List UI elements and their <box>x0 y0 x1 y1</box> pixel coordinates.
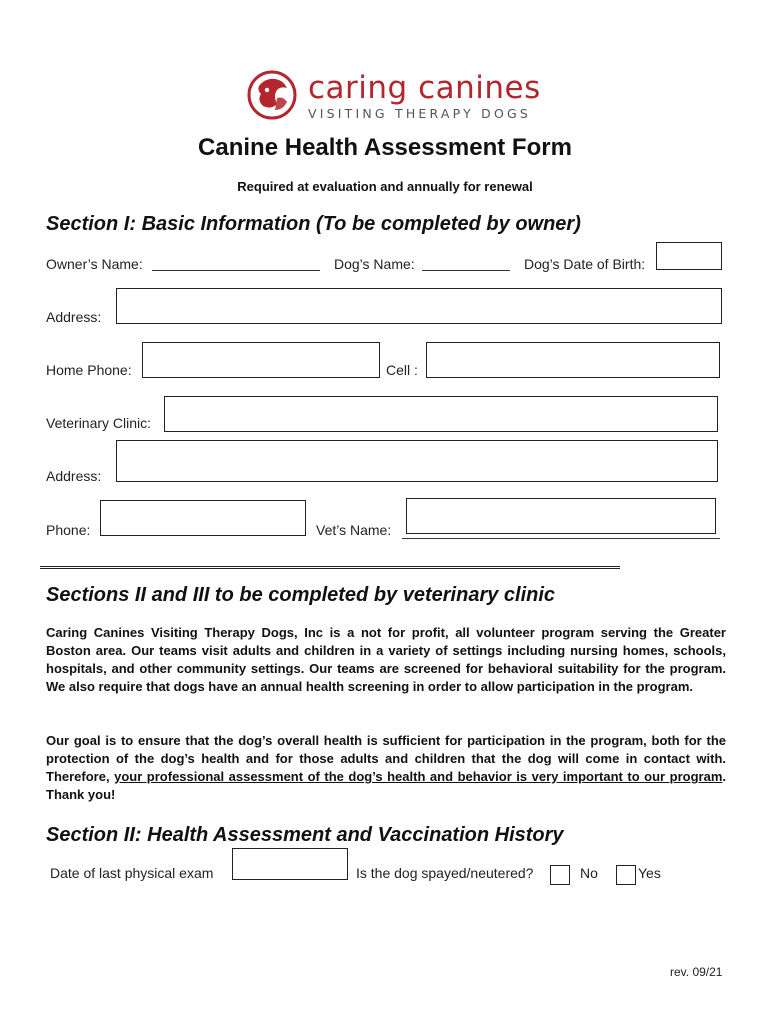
dog-dob-field[interactable] <box>656 242 722 270</box>
vet-name-field[interactable] <box>406 498 716 534</box>
last-exam-label: Date of last physical exam <box>50 865 214 881</box>
vet-clinic-field[interactable] <box>164 396 718 432</box>
intro-paragraph-1: Caring Canines Visiting Therapy Dogs, Inc is a not for profit, all volunteer program serving the Greater Boston area. Our teams visit adults and children in a variety of settings including nursing homes, schools, hospitals, and other community settings. Our teams are screened for behavioral suitability for the program. We also require that dogs have an annual health screening in order to allow participation in the program. <box>46 625 726 694</box>
spayed-label: Is the dog spayed/neutered? <box>356 865 534 881</box>
spayed-no-checkbox[interactable] <box>550 865 570 885</box>
spayed-yes-checkbox[interactable] <box>616 865 636 885</box>
form-title: Canine Health Assessment Form <box>198 134 572 161</box>
yes-label: Yes <box>638 865 661 881</box>
section-2-heading: Section II: Health Assessment and Vaccination History <box>46 824 564 846</box>
home-phone-label: Home Phone: <box>46 362 132 378</box>
para2-end: . Thank you! <box>46 769 726 802</box>
vet-address-label: Address: <box>46 468 102 484</box>
logo-wordmark: caring canines <box>308 70 541 106</box>
form-subtitle: Required at evaluation and annually for renewal <box>237 179 533 194</box>
para2-underlined: your professional assessment of the dog’s health and behavior is very important to our program <box>114 769 723 784</box>
revision-label: rev. 09/21 <box>670 965 723 979</box>
dog-name-field[interactable] <box>422 270 510 271</box>
section-divider <box>40 566 620 569</box>
home-phone-field[interactable] <box>142 342 380 378</box>
owner-name-field[interactable] <box>152 270 320 271</box>
logo-tagline: VISITING THERAPY DOGS <box>308 106 532 121</box>
vet-clinic-label: Veterinary Clinic: <box>46 415 152 431</box>
intro-heading: Sections II and III to be completed by veterinary clinic <box>46 584 556 606</box>
owner-address-field[interactable] <box>116 288 722 324</box>
dog-name-label: Dog’s Name: <box>334 256 415 272</box>
dog-dob-label: Dog’s Date of Birth: <box>524 256 646 272</box>
vet-address-field[interactable] <box>116 440 718 482</box>
no-label: No <box>580 865 598 881</box>
section-1-heading: Section I: Basic Information (To be completed by owner) <box>46 213 581 235</box>
address-label: Address: <box>46 309 102 325</box>
cell-phone-field[interactable] <box>426 342 720 378</box>
vet-name-underline <box>402 538 720 539</box>
intro-paragraph-2 <box>46 732 726 804</box>
vet-phone-label: Phone: <box>46 522 91 538</box>
para2-start: Our goal is to ensure that the dog’s overall health is sufficient for participation in the program, both for the protection of the dog’s health and for those adults and children that the dog will come in contact with. Therefore, <box>46 733 726 784</box>
vet-name-label: Vet’s Name: <box>316 522 392 538</box>
last-exam-field[interactable] <box>232 848 348 880</box>
caring-canines-logo-icon <box>247 70 297 120</box>
cell-label: Cell : <box>386 362 418 378</box>
vet-phone-field[interactable] <box>100 500 306 536</box>
owner-name-label: Owner’s Name: <box>46 256 143 272</box>
